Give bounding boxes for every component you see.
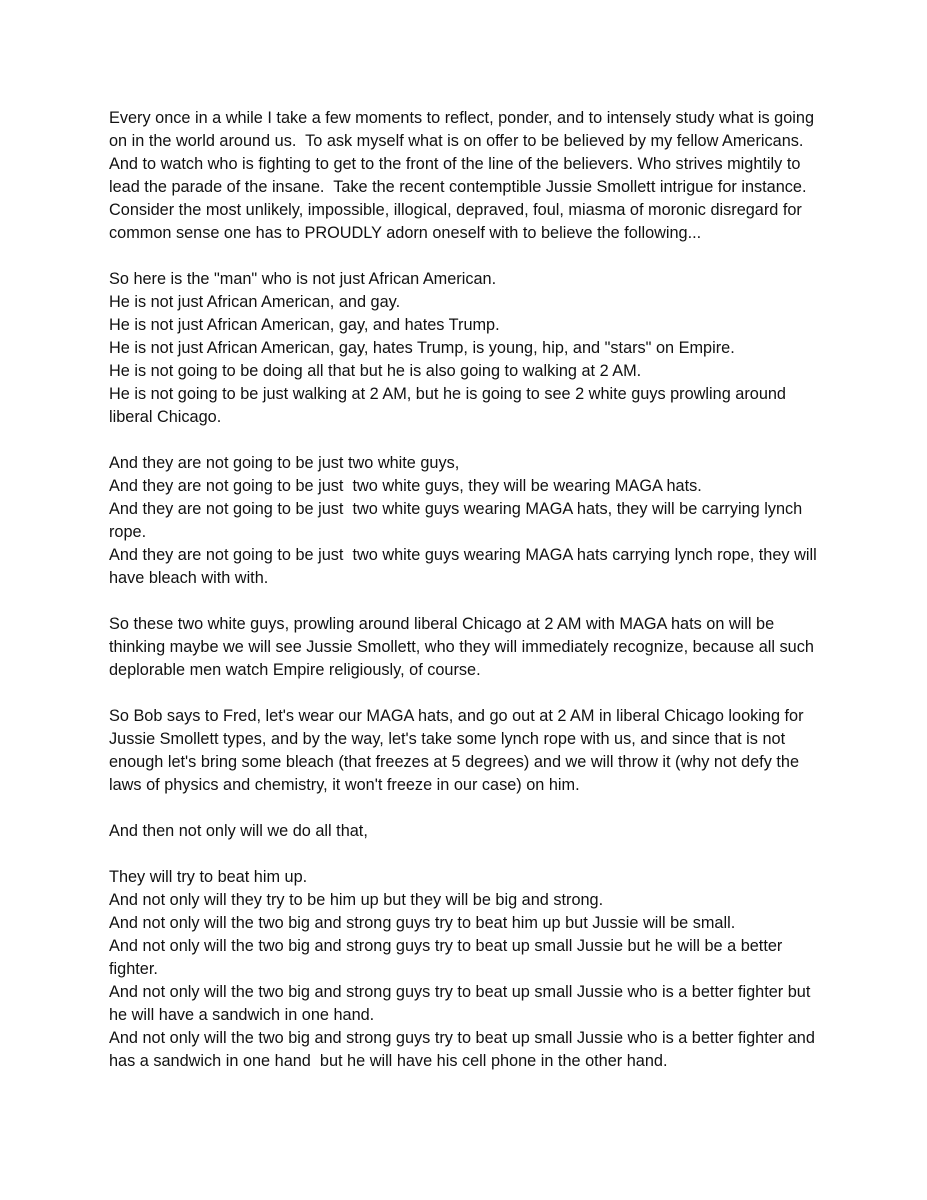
beat-line: And not only will the two big and strong guys try to beat up small Jussie but he will be a better fighter. <box>109 937 787 978</box>
man-line: He is not going to be just walking at 2 AM, but he is going to see 2 white guys prowling around liberal Chicago. <box>109 385 791 426</box>
man-line: He is not going to be doing all that but he is also going to walking at 2 AM. <box>109 362 642 380</box>
guys-line: And they are not going to be just two white guys wearing MAGA hats carrying lynch rope, they will have bleach with with. <box>109 546 822 587</box>
guys-line: And they are not going to be just two white guys, <box>109 454 460 472</box>
beat-line: They will try to beat him up. <box>109 868 308 886</box>
man-line: He is not just African American, and gay. <box>109 293 401 311</box>
beat-up-block <box>109 866 829 1073</box>
beat-line: And not only will they try to be him up but they will be big and strong. <box>109 891 604 909</box>
man-line: So here is the "man" who is not just African American. <box>109 270 497 288</box>
man-line: He is not just African American, gay, hates Trump, is young, hip, and "stars" on Empire. <box>109 339 735 357</box>
intro-paragraph: Every once in a while I take a few moments to reflect, ponder, and to intensely study what is going on in the world around us. To ask myself what is on offer to be believed by my fellow Americans. And to watch who is fighting to get to the front of the line of the believers. Who strives mightily to lead the parade of the insane. Take the recent contemptible Jussie Smollett intrigue for instance. Consider the most unlikely, impossible, illogical, depraved, foul, miasma of moronic disregard for common sense one has to PROUDLY adorn oneself with to believe the following... <box>109 109 819 242</box>
beat-line: And not only will the two big and strong guys try to beat up small Jussie who is a better fighter but he will have a sandwich in one hand. <box>109 983 815 1024</box>
beat-line: And not only will the two big and strong guys try to beat up small Jussie who is a better fighter and has a sandwich in one hand but he will have his cell phone in the other hand. <box>109 1029 820 1070</box>
document-body <box>109 107 829 1096</box>
beat-line: And not only will the two big and strong guys try to beat him up but Jussie will be small. <box>109 914 736 932</box>
prowling-paragraph: So these two white guys, prowling around liberal Chicago at 2 AM with MAGA hats on will be thinking maybe we will see Jussie Smollett, who they will immediately recognize, because all such deplorable men watch Empire religiously, of course. <box>109 615 819 679</box>
bob-fred-paragraph: So Bob says to Fred, let's wear our MAGA hats, and go out at 2 AM in liberal Chicago looking for Jussie Smollett types, and by the way, let's take some lynch rope with us, and since that is not enough let's bring some bleach (that freezes at 5 degrees) and we will throw it (why not defy the laws of physics and chemistry, it won't freeze in our case) on him. <box>109 707 809 794</box>
guys-line: And they are not going to be just two white guys, they will be wearing MAGA hats. <box>109 477 702 495</box>
man-line: He is not just African American, gay, and hates Trump. <box>109 316 500 334</box>
white-guys-block <box>109 452 829 590</box>
guys-line: And they are not going to be just two white guys wearing MAGA hats, they will be carrying lynch rope. <box>109 500 807 541</box>
man-description-block <box>109 268 829 429</box>
then-paragraph: And then not only will we do all that, <box>109 822 368 840</box>
